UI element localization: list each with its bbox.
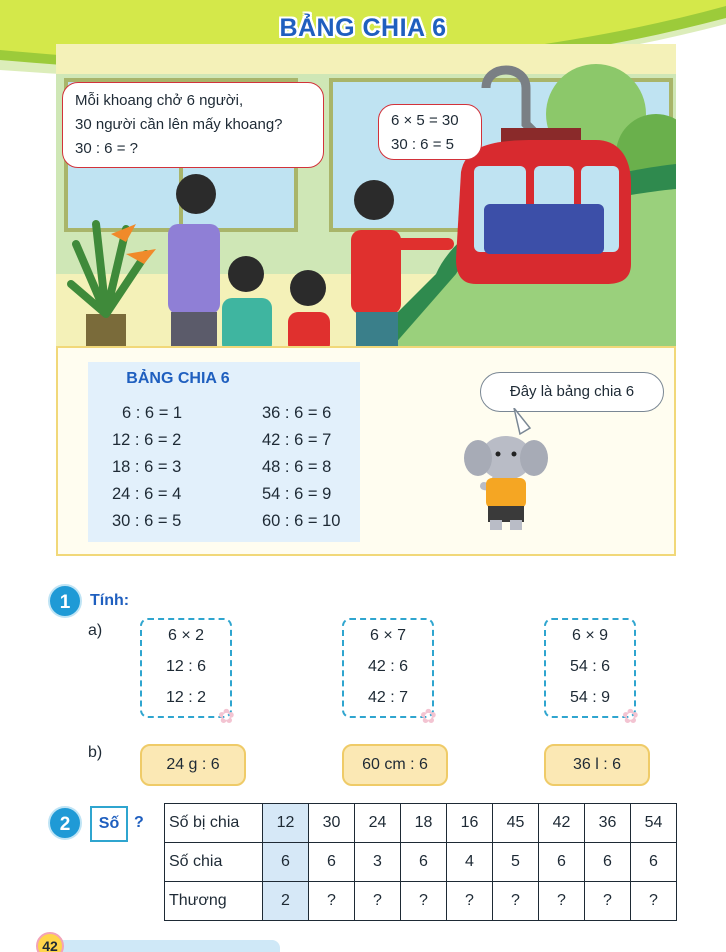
flower-icon: ✿ xyxy=(420,706,437,728)
elephant-mascot-icon xyxy=(456,408,556,538)
row-header: Số bị chia xyxy=(165,804,263,843)
table-cell: 3 xyxy=(355,843,401,882)
unit-division-pill: 60 cm : 6 xyxy=(342,744,448,786)
table-row xyxy=(165,843,677,882)
unit-division-pill: 24 g : 6 xyxy=(140,744,246,786)
answer-cell: ? xyxy=(631,882,677,921)
exercise-2-badge: 2 xyxy=(48,806,82,840)
division-fact: 54 : 6 = 9 xyxy=(262,485,332,503)
speech-bubble-mother xyxy=(378,104,482,160)
division-table-heading: BẢNG CHIA 6 xyxy=(126,370,230,387)
exercise-2-question-mark: ? xyxy=(134,814,144,831)
table-cell: 6 xyxy=(263,843,309,882)
table-cell: 36 xyxy=(585,804,631,843)
footer-band xyxy=(60,940,280,952)
calc-card-2 xyxy=(342,618,434,718)
division-fact: 24 : 6 = 4 xyxy=(112,485,182,503)
exercise-2-label: Số xyxy=(90,806,128,842)
speech-line: 30 người cần lên mấy khoang? xyxy=(75,116,283,133)
division-fact: 12 : 6 = 2 xyxy=(112,431,182,449)
part-a-label: a) xyxy=(88,622,103,639)
table-cell: 54 xyxy=(631,804,677,843)
page-title: BẢNG CHIA 6 xyxy=(279,14,447,42)
answer-cell: ? xyxy=(355,882,401,921)
elephant-speech-bubble: Đây là bảng chia 6 xyxy=(480,372,664,412)
answer-cell: ? xyxy=(447,882,493,921)
table-cell: 6 xyxy=(631,843,677,882)
division-fact: 48 : 6 = 8 xyxy=(262,458,332,476)
row-header: Thương xyxy=(165,882,263,921)
table-cell: 5 xyxy=(493,843,539,882)
division-fact: 60 : 6 = 10 xyxy=(262,512,341,530)
row-header: Số chia xyxy=(165,843,263,882)
division-fact: 6 : 6 = 1 xyxy=(122,404,183,422)
speech-line: 30 : 6 = 5 xyxy=(391,136,454,153)
table-cell: 45 xyxy=(493,804,539,843)
calc-expression: 12 : 2 xyxy=(165,689,207,706)
calc-card-1 xyxy=(140,618,232,718)
calc-expression: 6 × 7 xyxy=(369,627,407,644)
calc-expression: 42 : 7 xyxy=(367,689,409,706)
speech-bubble-father xyxy=(62,82,324,168)
speech-line: 30 : 6 = ? xyxy=(75,140,138,157)
table-cell: 16 xyxy=(447,804,493,843)
table-row xyxy=(165,882,677,921)
table-cell: 18 xyxy=(401,804,447,843)
exercise-1-badge: 1 xyxy=(48,584,82,618)
table-cell: 2 xyxy=(263,882,309,921)
flower-icon: ✿ xyxy=(622,706,639,728)
unit-division-pill: 36 l : 6 xyxy=(544,744,650,786)
calc-expression: 6 × 2 xyxy=(167,627,205,644)
answer-cell: ? xyxy=(585,882,631,921)
table-cell: 30 xyxy=(309,804,355,843)
exercise-1-title: Tính: xyxy=(90,592,130,609)
table-cell: 6 xyxy=(585,843,631,882)
division-exercise-table xyxy=(164,803,677,921)
division-fact: 30 : 6 = 5 xyxy=(112,512,182,530)
speech-line: Mỗi khoang chở 6 người, xyxy=(75,92,244,109)
speech-line: 6 × 5 = 30 xyxy=(391,112,459,129)
answer-cell: ? xyxy=(401,882,447,921)
table-cell: 42 xyxy=(539,804,585,843)
table-row xyxy=(165,804,677,843)
table-cell: 12 xyxy=(263,804,309,843)
table-cell: 24 xyxy=(355,804,401,843)
table-cell: 4 xyxy=(447,843,493,882)
division-fact: 36 : 6 = 6 xyxy=(262,404,332,422)
calc-expression: 42 : 6 xyxy=(367,658,409,675)
calc-expression: 12 : 6 xyxy=(165,658,207,675)
page-number: 42 xyxy=(36,932,64,952)
answer-cell: ? xyxy=(309,882,355,921)
calc-card-3 xyxy=(544,618,636,718)
part-b-label: b) xyxy=(88,744,103,761)
calc-expression: 54 : 9 xyxy=(569,689,611,706)
division-fact: 18 : 6 = 3 xyxy=(112,458,182,476)
table-cell: 6 xyxy=(539,843,585,882)
table-cell: 6 xyxy=(401,843,447,882)
answer-cell: ? xyxy=(539,882,585,921)
division-fact: 42 : 6 = 7 xyxy=(262,431,332,449)
answer-cell: ? xyxy=(493,882,539,921)
calc-expression: 54 : 6 xyxy=(569,658,611,675)
calc-expression: 6 × 9 xyxy=(571,627,609,644)
flower-icon: ✿ xyxy=(218,706,235,728)
table-cell: 6 xyxy=(309,843,355,882)
